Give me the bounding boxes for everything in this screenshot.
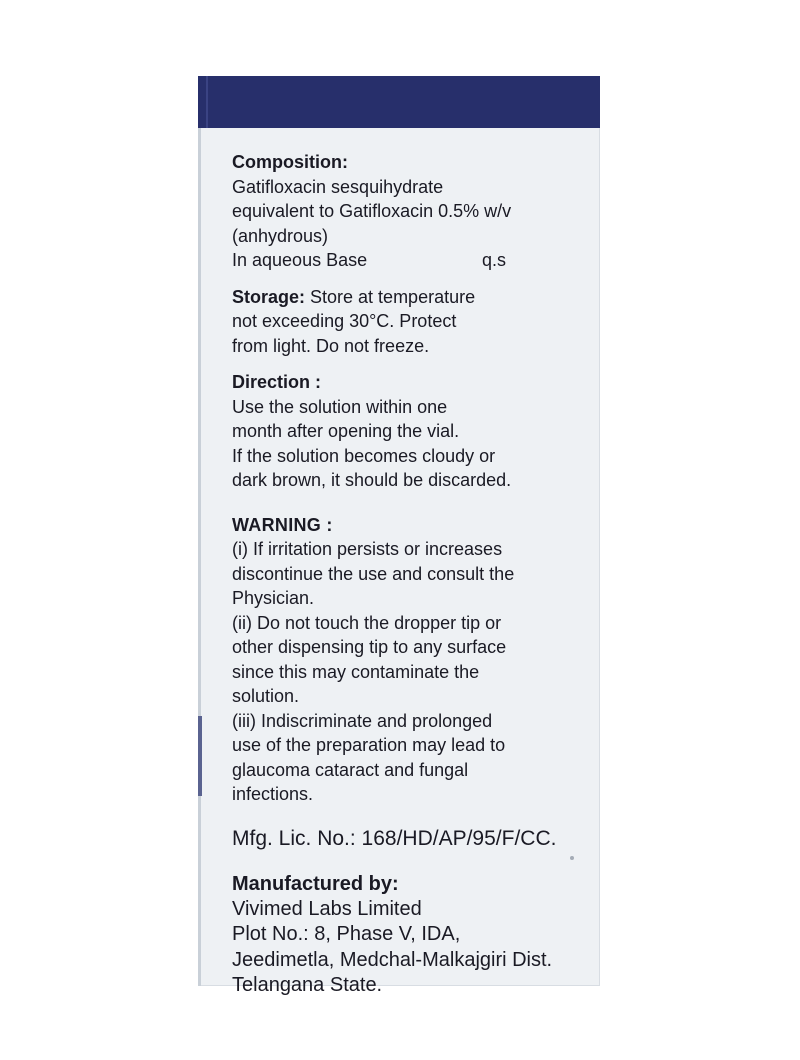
composition-line: Gatifloxacin sesquihydrate (232, 176, 444, 197)
direction-heading: Direction : (232, 372, 322, 392)
warning-line: solution. (232, 686, 300, 706)
direction-line: If the solution becomes cloudy or (232, 445, 496, 466)
storage-first-line (232, 285, 592, 310)
warning-line: (ii) Do not touch the dropper tip or (232, 612, 502, 633)
manufacturer-line: Vivimed Labs Limited (232, 897, 422, 920)
manufacturer-section (232, 871, 592, 999)
mfg-license-number: Mfg. Lic. No.: 168/HD/AP/95/F/CC. (232, 826, 557, 850)
direction-section (232, 370, 592, 493)
storage-section (232, 285, 592, 359)
composition-line: equivalent to Gatifloxacin 0.5% w/v (232, 201, 512, 221)
composition-section (232, 150, 592, 273)
warning-line: other dispensing tip to any surface (232, 637, 507, 657)
manufacturer-line: Jeedimetla, Medchal-Malkajgiri Dist. (232, 948, 553, 971)
warning-line: since this may contaminate the (232, 661, 480, 682)
manufacturer-line: Telangana State. (232, 974, 383, 996)
composition-base-row (232, 248, 592, 273)
warning-line: infections. (232, 784, 314, 804)
warning-line: (i) If irritation persists or increases (232, 539, 503, 559)
warning-line: Physician. (232, 588, 315, 608)
storage-heading: Storage: (232, 286, 306, 307)
composition-base-qty: q.s (482, 250, 507, 270)
manufacturer-line: Plot No.: 8, Phase V, IDA, (232, 923, 461, 945)
top-color-band (198, 76, 600, 128)
direction-line: Use the solution within one (232, 396, 448, 417)
direction-line: month after opening the vial. (232, 421, 460, 441)
composition-base-label: In aqueous Base (232, 250, 368, 270)
manufacturer-heading: Manufactured by: (232, 872, 399, 895)
storage-line: Store at temperature (305, 286, 476, 307)
storage-line: from light. Do not freeze. (232, 335, 430, 356)
warning-line: discontinue the use and consult the (232, 563, 515, 584)
warning-line: (iii) Indiscriminate and prolonged (232, 710, 493, 731)
warning-line: glaucoma cataract and fungal (232, 759, 469, 780)
carton-left-edge (198, 128, 201, 986)
composition-heading: Composition: (232, 152, 348, 172)
composition-line: (anhydrous) (232, 225, 329, 246)
carton-edge-mark (198, 716, 202, 796)
label-text-panel (232, 150, 592, 1011)
warning-heading: WARNING : (232, 514, 333, 535)
fold-line (206, 76, 208, 128)
warning-section (232, 513, 592, 807)
direction-line: dark brown, it should be discarded. (232, 470, 512, 490)
storage-line: not exceeding 30°C. Protect (232, 311, 457, 331)
warning-line: use of the preparation may lead to (232, 735, 506, 755)
